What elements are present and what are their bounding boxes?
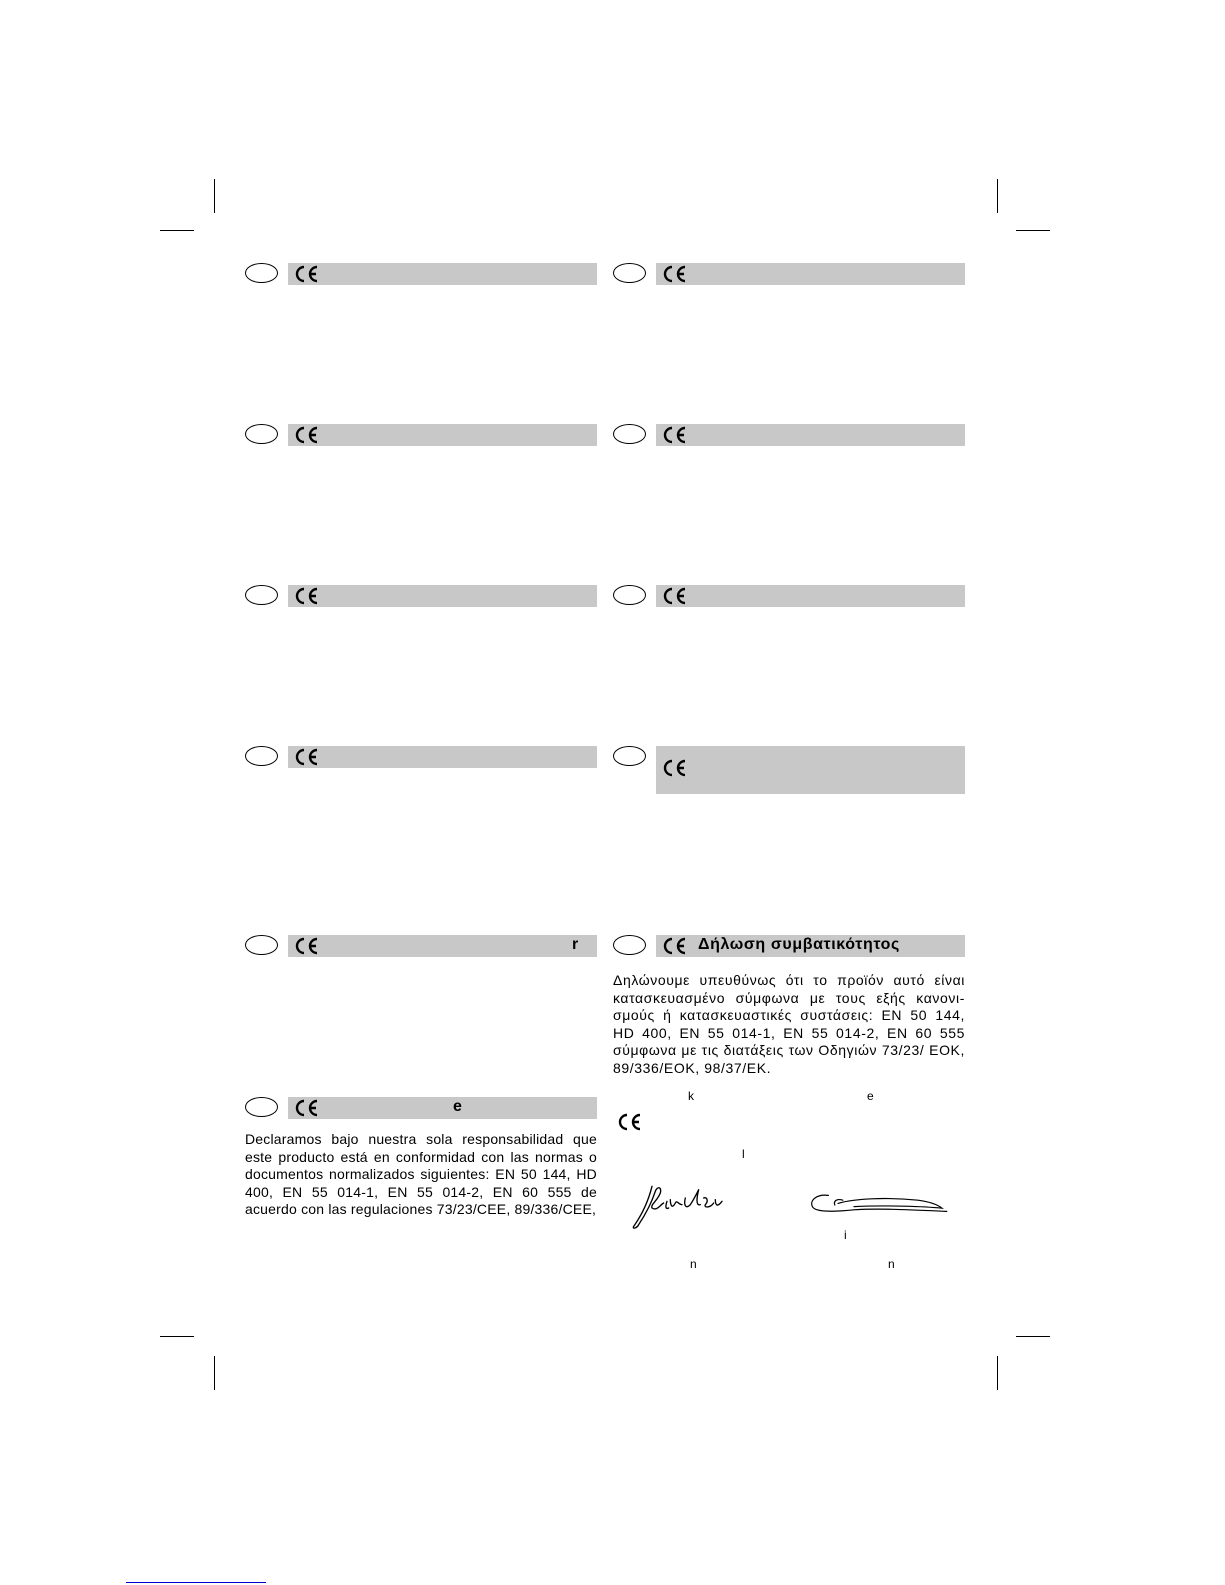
declaration-section-9 [245,935,597,1075]
crop-mark-top-left-v [214,179,215,213]
ce-mark-icon [662,587,688,605]
declaration-section-greek [613,935,965,1075]
ce-mark-icon [662,759,688,777]
language-oval-icon [613,263,646,283]
section-header-bar [288,935,597,957]
declaration-section-1 [245,263,597,403]
ce-mark-icon [662,937,688,955]
signature-fragment: k [688,1089,694,1103]
ce-mark-icon [294,265,320,283]
declaration-section-7 [245,746,597,886]
crop-mark-top-right-h [1016,230,1050,231]
handwritten-signature-right [788,1189,968,1221]
ce-mark-icon [662,426,688,444]
language-oval-icon [613,585,646,605]
crop-mark-bottom-right-v [997,1356,998,1390]
section-title-fragment: e [453,1098,462,1115]
handwritten-signature-left [617,1183,737,1233]
declaration-section-5 [245,585,597,725]
section-title-fragment: r [572,936,579,953]
section-header-bar [656,935,965,957]
ce-mark-icon [294,1099,320,1117]
language-oval-icon [245,263,278,283]
declaration-section-2 [613,263,965,403]
crop-mark-bottom-right-h [1016,1336,1050,1337]
language-oval-icon [245,585,278,605]
section-header-bar [656,585,965,607]
section-body: Δηλώνουμε υπευθύνως ότι το προϊόν αυτό είναι κατασκευασμένο σύμφωνα με τους εξής κανονι-σμούς ή κατασκευαστικές συστάσεις: EN 50 144, HD 400, EN 55 014-1, EN 55 014-2, EN 60 555 σύμφωνα με τις διατάξεις των Οδηγιών 73/23/ ΕΟΚ, 89/336/ΕΟΚ, 98/37/ΕΚ. [613,972,965,1076]
crop-mark-top-left-h [160,230,194,231]
declaration-section-spanish [245,1097,597,1237]
language-oval-icon [245,424,278,444]
signature-fragment: e [867,1089,874,1103]
section-header-bar [288,263,597,285]
signature-fragment: n [888,1257,895,1271]
section-header-bar [656,424,965,446]
signature-fragment: n [690,1257,697,1271]
language-oval-icon [245,935,278,955]
section-header-bar [288,424,597,446]
section-body: Declaramos bajo nuestra sola responsabilidad que este producto está en conformidad con las normas o documentos normalizados siguientes: EN 50 144, HD 400, EN 55 014-1, EN 55 014-2, EN 60 555 de acuerdo con las regulaciones 73/23/CEE, 89/336/CEE, [245,1131,597,1217]
crop-mark-bottom-left-h [160,1336,194,1337]
crop-mark-top-right-v [997,179,998,213]
section-header-bar [288,746,597,768]
ce-mark-icon [294,587,320,605]
ce-mark-icon [617,1113,643,1131]
declaration-section-4 [613,424,965,564]
footer-link-underline[interactable] [126,1582,266,1583]
language-oval-icon [245,1097,278,1117]
signature-block [613,1085,965,1285]
section-header-bar [656,263,965,285]
language-oval-icon [613,424,646,444]
declaration-section-6 [613,585,965,725]
ce-mark-icon [662,265,688,283]
declaration-section-3 [245,424,597,564]
signature-fragment: l [742,1147,745,1161]
language-oval-icon [245,746,278,766]
signature-fragment: i [844,1228,847,1242]
ce-mark-icon [294,937,320,955]
crop-mark-bottom-left-v [214,1356,215,1390]
declaration-section-8 [613,746,965,886]
section-title: Δήλωση συμβατικότητος [698,936,900,953]
section-header-bar [288,1097,597,1119]
ce-mark-icon [294,426,320,444]
ce-mark-icon [294,748,320,766]
language-oval-icon [613,935,646,955]
section-header-bar [288,585,597,607]
section-header-bar [656,746,965,794]
language-oval-icon [613,746,646,766]
